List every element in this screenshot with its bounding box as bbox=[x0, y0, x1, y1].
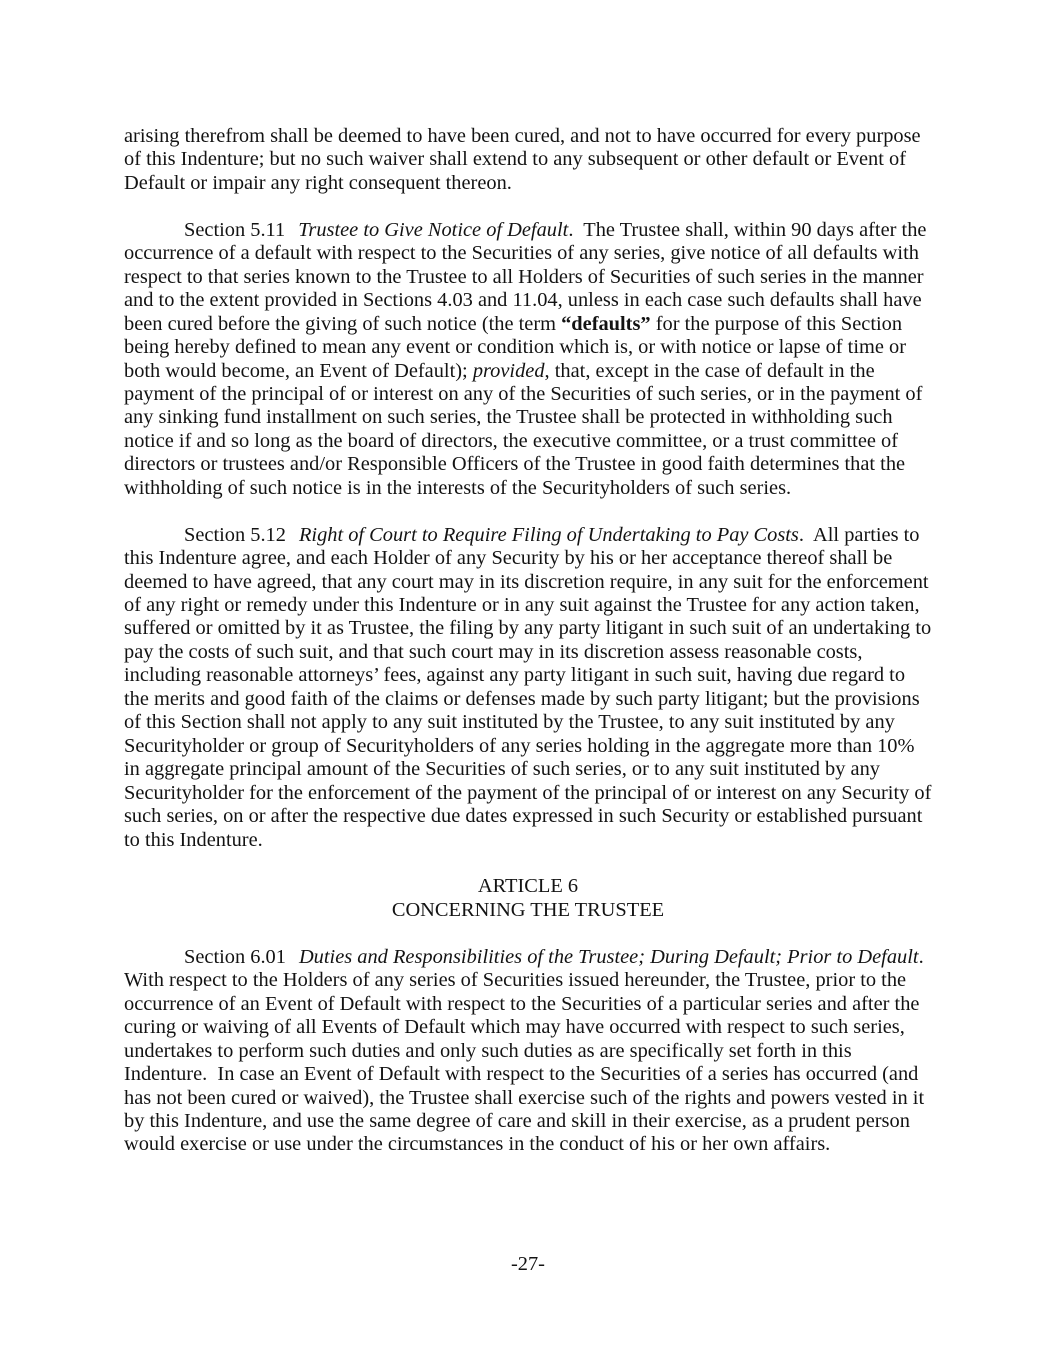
section-6-01-number: Section 6.01 bbox=[184, 945, 286, 968]
page-number: -27- bbox=[511, 1253, 545, 1275]
section-5-12-body: . All parties to this Indenture agree, and each Holder of any Security by his or her acceptance thereof shall be deemed to have agreed, that any court may in its discretion require, in any suit for the enforcement of any right or remedy under this Indenture or in any suit against the Trustee for any action taken, suffered or omitted by it as Trustee, the filing by any party litigant in such suit of an undertaking to pay the costs of such suit, and that such court may in its discretion assess reasonable costs, including reasonable attorneys’ fees, against any party litigant in such suit, having due regard to the merits and good faith of the claims or defenses made by such party litigant; but the provisions of this Section shall not apply to any suit instituted by the Trustee, to any suit instituted by any Securityholder or group of Securityholders of any series holding in the aggregate more than 10% in aggregate principal amount of the Securities of such series, or to any suit instituted by any Securityholder for the enforcement of the payment of the principal of or interest on any Security of such series, on or after the respective due dates expressed in such Security or established pursuant to this Indenture. bbox=[124, 523, 937, 851]
proviso-term: provided bbox=[472, 359, 545, 382]
article-6-heading bbox=[124, 875, 932, 922]
section-5-11-body-3: , that, except in the case of default in the payment of the principal of or interest on any of the Securities of such series, or in the payment of any sinking fund installment on such series, the Trustee shall be protected in withholding such notice if and so long as the board of directors, the executive committee, or a trust committee of directors or trustees and/or Responsible Officers of the Trustee in good faith determines that the withholding of such notice is in the interests of the Securityholders of such series. bbox=[124, 359, 928, 499]
section-5-11-body-2: for the purpose of this Section being hereby defined to mean any event or condition which is, or with notice or lapse of time or both would become, an Event of Default); bbox=[124, 312, 912, 382]
article-6-title: CONCERNING THE TRUSTEE bbox=[391, 898, 665, 921]
section-5-11-number: Section 5.11 bbox=[184, 218, 286, 241]
section-5-11-paragraph bbox=[124, 219, 932, 500]
section-5-12-number: Section 5.12 bbox=[184, 523, 286, 546]
page-content bbox=[124, 125, 937, 1180]
section-6-01-title: Duties and Responsibilities of the Trustee; During Default; Prior to Default bbox=[298, 945, 919, 968]
article-6-number: ARTICLE 6 bbox=[477, 875, 579, 898]
paragraph-text: arising therefrom shall be deemed to have been cured, and not to have occurred for every purpose of this Indenture; but no such waiver shall extend to any subsequent or other default or Event of Default or impair any right consequent thereon. bbox=[124, 125, 926, 194]
section-5-12-paragraph bbox=[124, 523, 937, 852]
section-5-11-title: Trustee to Give Notice of Default bbox=[298, 218, 569, 241]
section-5-12-title: Right of Court to Require Filing of Undertaking to Pay Costs bbox=[298, 523, 799, 546]
section-6-01-paragraph bbox=[124, 946, 932, 1157]
section-5-11-body-1: . The Trustee shall, within 90 days after the occurrence of a default with respect to the Securities of any series, give notice of all defaults with respect to that series known to the Trustee to all Holders of Securities of such series in the manner and to the extent provided in Sections 4.03 and 11.04, unless in each case such defaults shall have been cured before the giving of such notice (the term bbox=[124, 218, 932, 335]
continuation-paragraph bbox=[124, 125, 932, 195]
section-6-01-body: . With respect to the Holders of any series of Securities issued hereunder, the Trustee, prior to the occurrence of an Event of Default with respect to the Securities of a particular series and after the curing or waiving of all Events of Default which may have occurred with respect to such series, undertakes to perform such duties and only such duties as are specifically set forth in this Indenture. In case an Event of Default with respect to the Securities of a series has occurred (and has not been cured or waived), the Trustee shall exercise such of the rights and powers vested in it by this Indenture, and use the same degree of care and skill in their exercise, as a prudent person would exercise or use under the circumstances in the conduct of his or her own affairs. bbox=[124, 945, 934, 1156]
defined-term-defaults: “defaults” bbox=[561, 312, 651, 335]
